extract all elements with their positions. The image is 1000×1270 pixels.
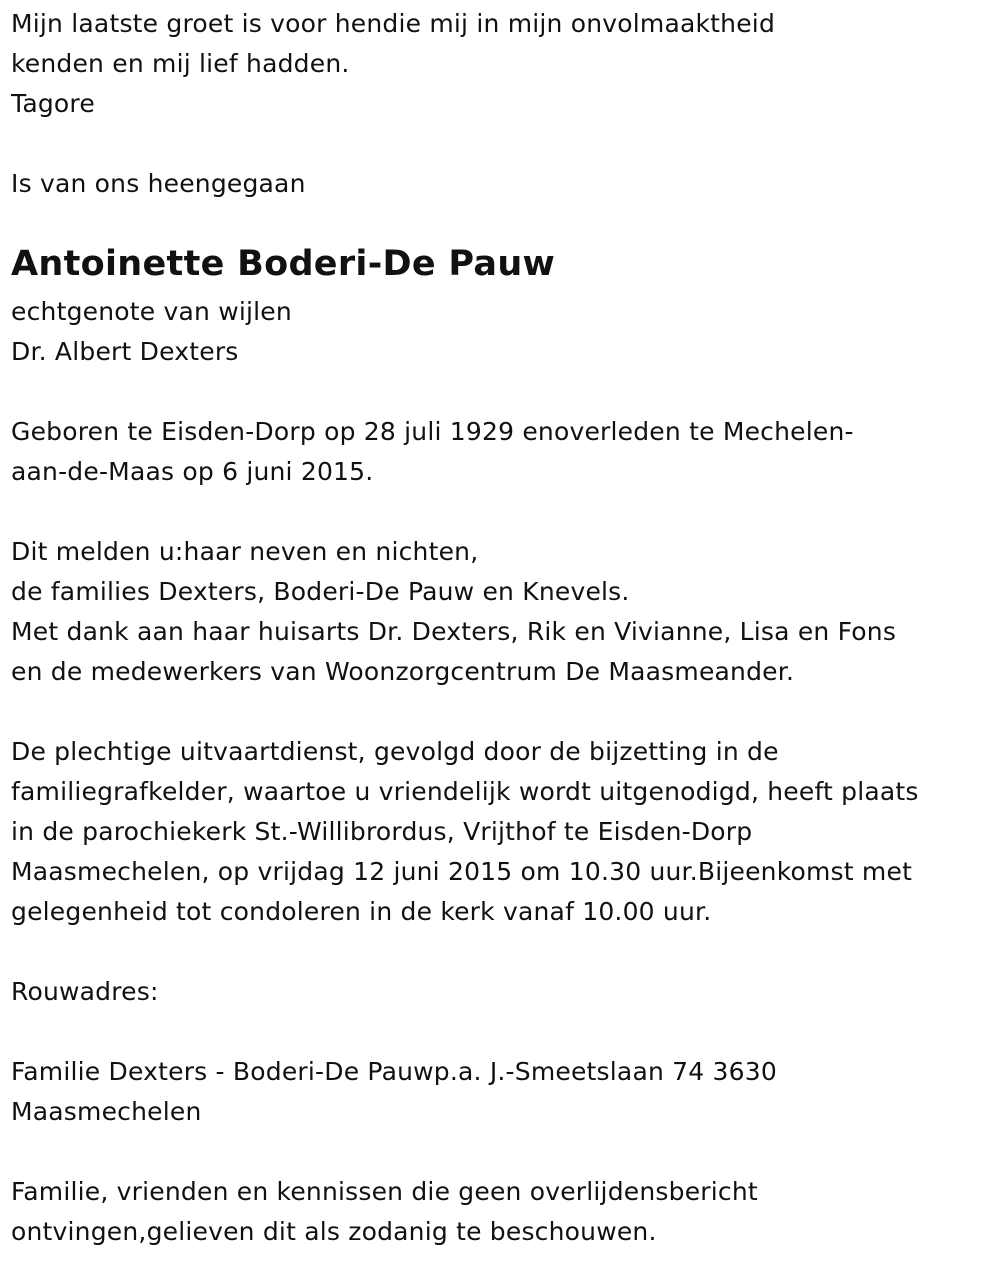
obituary-document [11,4,991,1252]
paragraph-line: en de medewerkers van Woonzorgcentrum De Maasmeander. [11,657,795,686]
address-label: Rouwadres: [11,977,159,1006]
spacer [11,124,991,164]
quote-author: Tagore [11,89,95,118]
announcement-paragraph [11,532,991,692]
quote-line: kenden en mij lief hadden. [11,49,350,78]
paragraph-line: de families Dexters, Boderi-De Pauw en Knevels. [11,577,630,606]
intro-text: Is van ons heengegaan [11,169,306,198]
quote-line: Mijn laatste groet is voor hendie mij in mijn onvolmaaktheid [11,9,776,38]
paragraph-line: in de parochiekerk St.-Willibrordus, Vrijthof te Eisden-Dorp [11,817,753,846]
paragraph-line: Met dank aan haar huisarts Dr. Dexters, Rik en Vivianne, Lisa en Fons [11,617,897,646]
spacer [11,692,991,732]
paragraph-line: Dit melden u:haar neven en nichten, [11,537,479,566]
paragraph-line: Familie, vrienden en kennissen die geen overlijdensbericht [11,1177,758,1206]
funeral-paragraph [11,732,991,932]
address-line: Familie Dexters - Boderi-De Pauwp.a. J.-Smeetslaan 74 3630 [11,1057,777,1086]
paragraph-line: aan-de-Maas op 6 juni 2015. [11,457,374,486]
spacer [11,932,991,972]
address-line: Maasmechelen [11,1097,202,1126]
spacer [11,1012,991,1052]
paragraph-line: Maasmechelen, op vrijdag 12 juni 2015 om 10.30 uur.Bijeenkomst met [11,857,913,886]
spacer [11,372,991,412]
deceased-name: Antoinette Boderi-De Pauw [11,244,556,284]
paragraph-line: Geboren te Eisden-Dorp op 28 juli 1929 enoverleden te Mechelen- [11,417,854,446]
spacer [11,492,991,532]
paragraph-line: ontvingen,gelieven dit als zodanig te beschouwen. [11,1217,657,1246]
deceased-relation: echtgenote van wijlen [11,297,292,326]
birth-death-paragraph [11,412,991,492]
paragraph-line: gelegenheid tot condoleren in de kerk vanaf 10.00 uur. [11,897,712,926]
paragraph-line: familiegrafkelder, waartoe u vriendelijk wordt uitgenodigd, heeft plaats [11,777,919,806]
quote-block [11,4,991,124]
closing-paragraph [11,1172,991,1252]
deceased-spouse: Dr. Albert Dexters [11,337,239,366]
address-block [11,1052,991,1132]
paragraph-line: De plechtige uitvaartdienst, gevolgd door de bijzetting in de [11,737,779,766]
spacer [11,1132,991,1172]
